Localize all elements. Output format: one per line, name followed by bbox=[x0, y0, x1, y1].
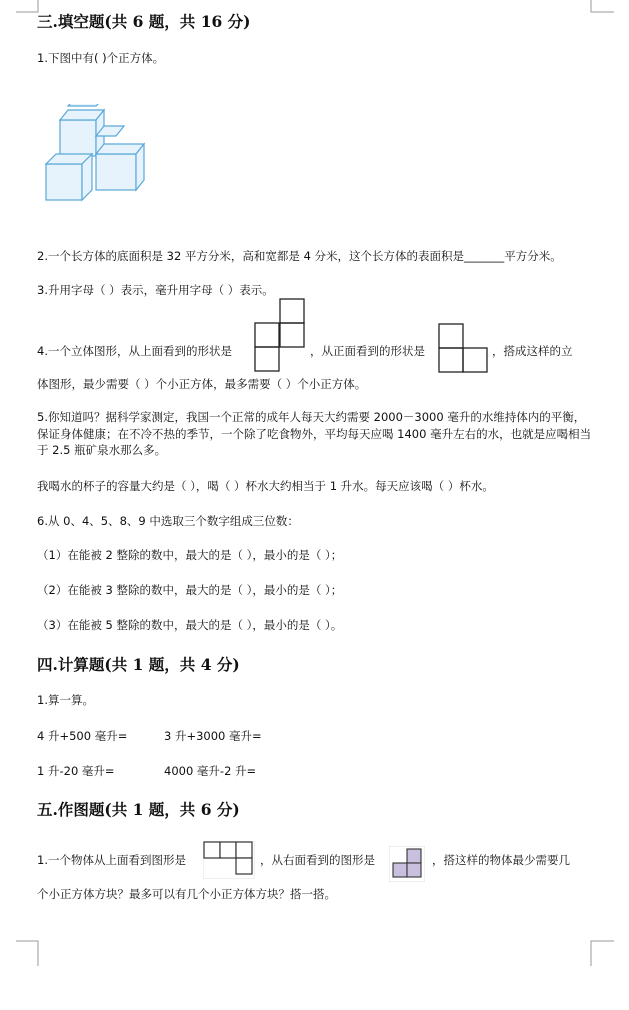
q3-4-text-d: 体图形，最少需要（ ）个小正方体，最多需要（ ）个小正方体。 bbox=[37, 377, 367, 391]
calc-item: 4000 毫升-2 升= bbox=[164, 764, 257, 778]
q3-6-sub-1: （1）在能被 2 整除的数中，最大的是（ ），最小的是（ ）； bbox=[37, 548, 343, 562]
q5-1-text-d: 个小正方体方块？最多可以有几个小正方体方块？搭一搭。 bbox=[37, 887, 336, 901]
corner-mark-bottom-left bbox=[16, 940, 40, 966]
calc-item: 1 升-20 毫升= bbox=[37, 764, 115, 778]
calc-item: 3 升+3000 毫升= bbox=[164, 729, 262, 743]
q3-4-text-b: ，从正面看到的形状是 bbox=[310, 344, 425, 358]
top-view-shaded-figure bbox=[203, 841, 255, 879]
right-view-shaded-figure bbox=[389, 846, 425, 882]
q5-1-text-b: ，从右面看到的图形是 bbox=[260, 853, 375, 867]
corner-mark-bottom-right bbox=[590, 940, 614, 966]
cube-stack-figure bbox=[44, 104, 148, 204]
q4-1-text: 1.算一算。 bbox=[37, 693, 94, 707]
section5-title: 五.作图题(共 1 题，共 6 分) bbox=[37, 800, 240, 819]
q3-5-paragraph: 5.你知道吗？据科学家测定，我国一个正常的成年人每天大约需要 2000－3000 毫升的水维持体内的平衡，保证身体健康；在不冷不热的季节，一个除了吃食物外，平均每天应喝 1400 毫升左右的水，也就是应喝相当于 2.5 瓶矿泉水那么多。 bbox=[37, 410, 592, 457]
section3-title: 三.填空题(共 6 题，共 16 分) bbox=[37, 12, 251, 31]
q3-4-text-c: ，搭成这样的立 bbox=[492, 344, 573, 358]
q5-1-text-c: ，搭这样的物体最少需要几 bbox=[432, 853, 570, 867]
q3-3-text: 3.升用字母（ ）表示，毫升用字母（ ）表示。 bbox=[37, 283, 274, 297]
q3-2-text: 2.一个长方体的底面积是 32 平方分米，高和宽都是 4 分米，这个长方体的表面积是_______平方分米。 bbox=[37, 249, 562, 263]
q3-6-sub-2: （2）在能被 3 整除的数中，最大的是（ ），最小的是（ ）； bbox=[37, 583, 343, 597]
q3-6-sub-3: （3）在能被 5 整除的数中，最大的是（ ），最小的是（ ）。 bbox=[37, 618, 343, 632]
q3-5-question: 我喝水的杯子的容量大约是（ ），喝（ ）杯水大约相当于 1 升水。每天应该喝（ ）杯水。 bbox=[37, 479, 494, 493]
q3-6-text: 6.从 0、4、5、8、9 中选取三个数字组成三位数： bbox=[37, 514, 299, 528]
front-view-grid-figure bbox=[438, 323, 490, 375]
q5-1-text-a: 1.一个物体从上面看到图形是 bbox=[37, 853, 186, 867]
section4-title: 四.计算题(共 1 题，共 4 分) bbox=[37, 655, 240, 674]
corner-mark-top-right bbox=[590, 0, 614, 14]
top-view-grid-figure bbox=[254, 298, 306, 374]
calc-item: 4 升+500 毫升= bbox=[37, 729, 128, 743]
q3-1-text: 1.下图中有( )个正方体。 bbox=[37, 51, 165, 65]
q3-4-text-a: 4.一个立体图形，从上面看到的形状是 bbox=[37, 344, 232, 358]
